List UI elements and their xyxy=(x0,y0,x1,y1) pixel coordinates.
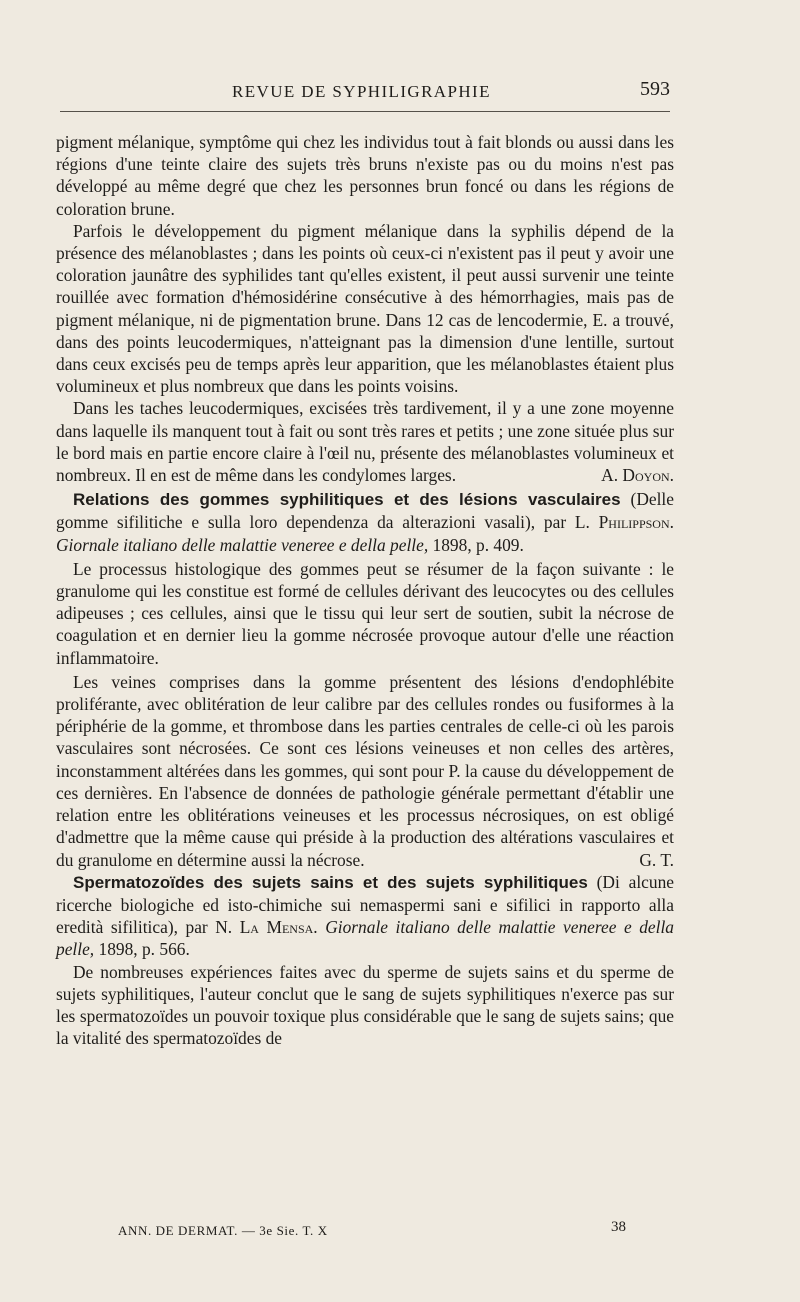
header-rule xyxy=(60,111,670,112)
article-reference: 1898, p. 566. xyxy=(94,939,190,960)
footer-journal-ref: ANN. DE DERMAT. — 3e Sie. T. X xyxy=(118,1223,328,1238)
article-author: La Mensa. xyxy=(239,917,318,938)
journal-title: Giornale italiano delle malattie veneree e della pelle, xyxy=(56,534,429,555)
signature: A. Doyon. xyxy=(601,465,674,486)
signature: G. T. xyxy=(639,849,674,870)
paragraph: Parfois le développement du pigment mélanique dans la syphilis dépend de la présence des mélanoblastes ; dans les points où ceux-ci n'existent pas il peut y avoir une coloration jaunâtre des syphilides tant qu'elles existent, il peut aussi survenir une teinte rouillée avec formation d'hémosidérine consécutive à des hémorrhagies, mais pas de pigment mélanique, ni de pigmentation brune. Dans 12 cas de lencodermie, E. a trouvé, dans des points leucodermiques, n'atteignant pas la dimension d'une lentille, surtout dans ceux excisés peu de temps après leur apparition, que les mélanoblastes étaient plus volumineux et plus nombreux que dans les points voisins. xyxy=(56,220,674,397)
journal-title: Giornale italiano delle malattie veneree e della pelle, xyxy=(56,917,674,960)
paragraph-text: Dans les taches leucodermiques, excisées très tardivement, il y a une zone moyenne dans laquelle ils manquent tout à fait ou sont très rares et petits ; une zone située plus sur le bord mais en partie encore claire à l'œil nu, présente des mélanoblastes volumineux et nombreux. Il en est de même dans les condylomes larges. xyxy=(56,398,674,486)
paragraph xyxy=(56,671,674,871)
article-subtitle: (Delle gomme sifilitiche e sulla loro dependenza da alterazioni vasali), par L. xyxy=(56,489,674,533)
article-reference: 1898, p. 409. xyxy=(428,534,524,555)
running-head: REVUE DE SYPHILIGRAPHIE xyxy=(232,82,491,101)
article-subtitle: (Di alcune ricerche biologiche ed isto-chimiche sui nemaspermi sani e sifilici in rapporto alla eredità sifilitica), par N. xyxy=(56,871,674,938)
body-text xyxy=(56,131,674,1049)
page-header xyxy=(60,78,670,108)
paragraph: pigment mélanique, symptôme qui chez les individus tout à fait blonds ou aussi dans les régions d'une teinte claire des sujets très bruns n'existe pas ou du moins n'est pas développé au même degré que chez les personnes brun foncé ou dans les régions de coloration brune. xyxy=(56,132,674,219)
paragraph: De nombreuses expériences faites avec du sperme de sujets sains et du sperme de sujets syphilitiques, l'auteur conclut que le sang de sujets syphilitiques n'exerce pas sur les spermatozoïdes un pouvoir toxique plus considérable que le sang de sujets sains; que la vitalité des spermatozoïdes de xyxy=(56,961,674,1049)
article-author: Philippson. xyxy=(598,512,674,533)
article-heading xyxy=(56,488,674,556)
article-title: Relations des gommes syphilitiques et des lésions vasculaires xyxy=(73,490,621,510)
paragraph-text: Les veines comprises dans la gomme présentent des lésions d'endophlébite proliférante, avec oblitération de leur calibre par des cellules rondes ou fusiformes à la périphérie de la gomme, et thrombose dans les parties centrales de celle-ci où les parois vasculaires sont nécrosées. Ce sont ces lésions veineuses et non celles des artères, inconstamment altérées dans les gommes, qui sont pour P. la cause du développement de ces dernières. En l'absence de données de pathologie générale permettant d'établir une relation entre les oblitérations veineuses et les processus nécrosiques, on est obligé d'admettre que la même cause qui préside à la production des altérations vasculaires et du granulome en détermine aussi la nécrose. xyxy=(56,671,674,870)
article-title: Spermatozoïdes des sujets sains et des sujets syphilitiques xyxy=(73,872,588,892)
page-number: 593 xyxy=(640,78,670,100)
article-heading xyxy=(56,871,674,961)
paragraph xyxy=(56,397,674,486)
signature-mark: 38 xyxy=(611,1219,626,1235)
paragraph: Le processus histologique des gommes peut se résumer de la façon suivante : le granulome qui les constitue est formé de cellules dérivant des leucocytes ou des cellules adipeuses ; ces cellules, ainsi que le tissu qui leur sert de soutien, subit la nécrose de coagulation et en dernier lieu la gomme nécrosée provoque autour d'elle une réaction inflammatoire. xyxy=(56,558,674,668)
